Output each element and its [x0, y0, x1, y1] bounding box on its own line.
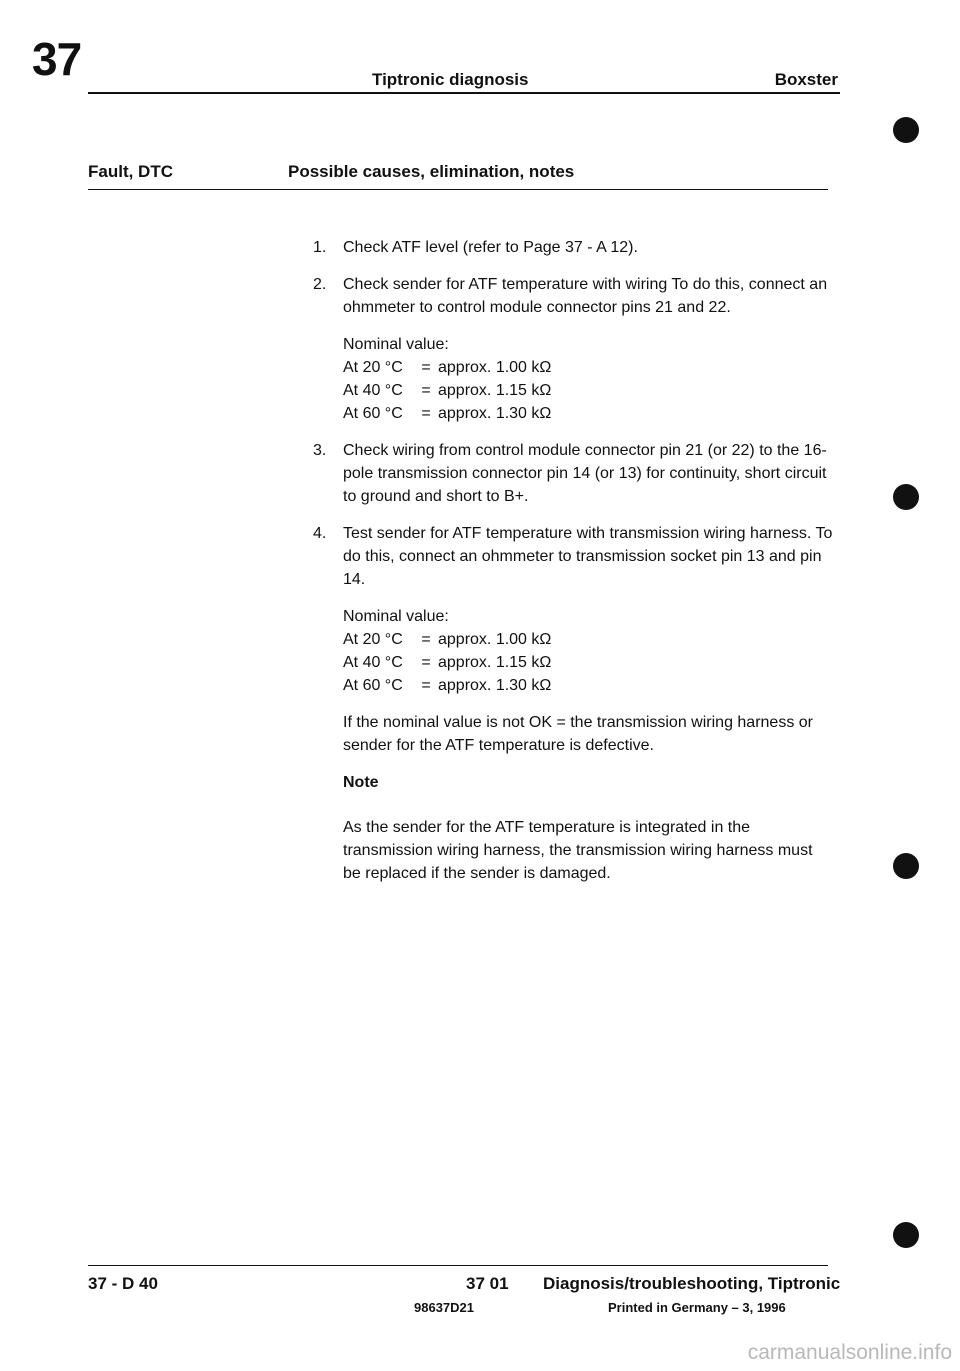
- procedure-content: [313, 236, 833, 899]
- nominal-label: Nominal value:: [343, 336, 449, 353]
- result-text: If the nominal value is not OK = the transmission wiring harness or sender for the ATF temperature is defective.: [343, 714, 813, 754]
- binder-hole-icon: [893, 484, 919, 510]
- column-heading-fault: Fault, DTC: [88, 162, 173, 181]
- step-1: 1. Check ATF level (refer to Page 37 - A 12).: [313, 236, 833, 259]
- binder-hole-icon: [893, 117, 919, 143]
- step-4: 4. Test sender for ATF temperature with transmission wiring harness. To do this, connect an ohmmeter to transmission socket pin 13 and pin 14.: [313, 522, 833, 591]
- binder-hole-icon: [893, 853, 919, 879]
- group-number: 37 01: [466, 1274, 509, 1293]
- document-code: 98637D21: [414, 1300, 474, 1315]
- watermark: carmanualsonline.info: [747, 1341, 952, 1364]
- nominal-row: At 60 °C = approx. 1.30 kΩ: [343, 405, 552, 422]
- step-text: Check wiring from control module connector pin 21 (or 22) to the 16-pole transmission connector pin 14 (or 13) for continuity, short circuit to ground and short to B+.: [343, 442, 827, 505]
- footer-rule: [88, 1265, 828, 1266]
- nominal-row: At 60 °C = approx. 1.30 kΩ: [343, 677, 552, 694]
- nominal-values-2: [343, 605, 833, 697]
- nominal-values-1: [343, 333, 833, 425]
- note-title: Note: [343, 774, 379, 791]
- page-title: Tiptronic diagnosis: [372, 70, 529, 89]
- step-text: Check sender for ATF temperature with wiring To do this, connect an ohmmeter to control module connector pins 21 and 22.: [343, 276, 828, 316]
- nominal-row: At 40 °C = approx. 1.15 kΩ: [343, 654, 552, 671]
- nominal-label: Nominal value:: [343, 608, 449, 625]
- page-number: 37 - D 40: [88, 1274, 158, 1293]
- step-text: Test sender for ATF temperature with transmission wiring harness. To do this, connect an ohmmeter to transmission socket pin 13 and pin 14.: [343, 525, 833, 588]
- step-text: Check ATF level (refer to Page 37 - A 12).: [343, 239, 638, 256]
- nominal-row: At 20 °C = approx. 1.00 kΩ: [343, 359, 552, 376]
- column-rule: [88, 189, 828, 190]
- print-info: Printed in Germany – 3, 1996: [608, 1300, 786, 1315]
- nominal-row: At 40 °C = approx. 1.15 kΩ: [343, 382, 552, 399]
- header-rule: [88, 92, 840, 94]
- section-title: Diagnosis/troubleshooting, Tiptronic: [543, 1274, 841, 1293]
- nominal-row: At 20 °C = approx. 1.00 kΩ: [343, 631, 552, 648]
- model-name: Boxster: [774, 70, 838, 89]
- step-3: 3. Check wiring from control module connector pin 21 (or 22) to the 16-pole transmission connector pin 14 (or 13) for continuity, short circuit to ground and short to B+.: [313, 439, 833, 508]
- chapter-number: 37: [32, 33, 82, 85]
- note-text: As the sender for the ATF temperature is integrated in the transmission wiring harness, the transmission wiring harness must be replaced if the sender is damaged.: [343, 819, 813, 882]
- binder-hole-icon: [893, 1222, 919, 1248]
- column-heading-causes: Possible causes, elimination, notes: [288, 162, 575, 181]
- step-2: 2. Check sender for ATF temperature with wiring To do this, connect an ohmmeter to control module connector pins 21 and 22.: [313, 273, 833, 319]
